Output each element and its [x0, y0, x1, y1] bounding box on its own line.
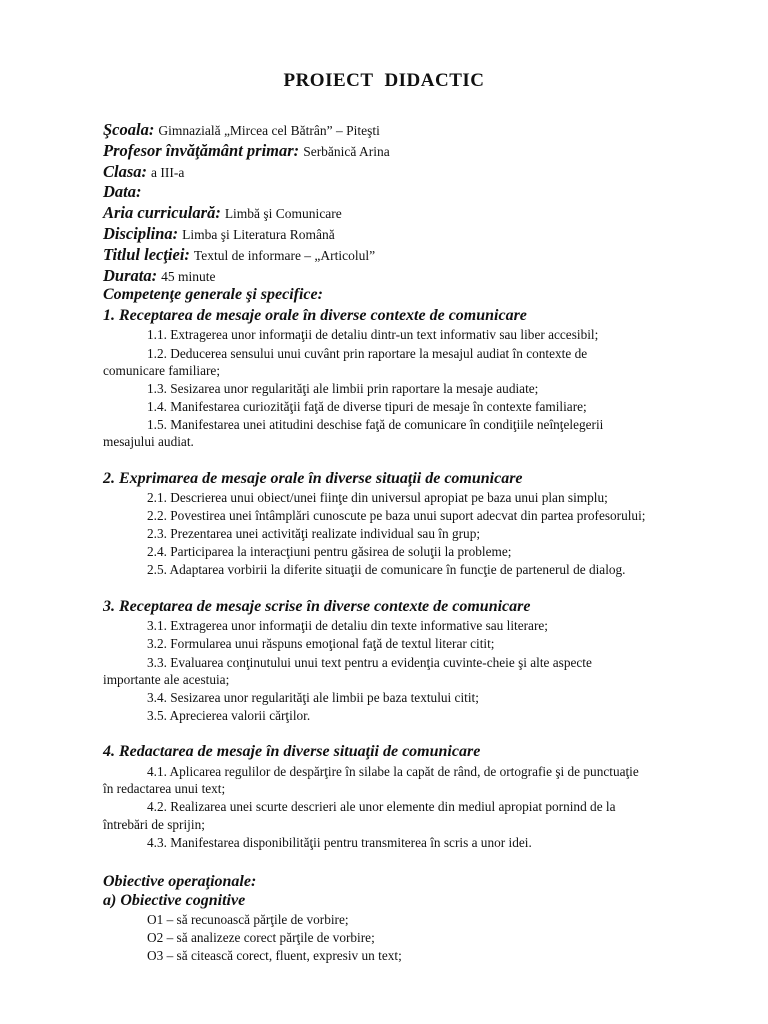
list-item: 2.1. Descrierea unui obiect/unei fiinţe din universul apropiat pe baza unui plan simplu;: [147, 490, 608, 505]
meta-date: Data:: [103, 182, 142, 202]
list-item: întrebări de sprijin;: [103, 817, 205, 832]
section-heading: 2. Exprimarea de mesaje orale în diverse situaţii de comunicare: [103, 470, 523, 487]
meta-duration: Durata: 45 minute: [103, 265, 216, 285]
objectives-subheading: a) Obiective cognitive: [103, 892, 246, 909]
list-item: 3.5. Aprecierea valorii cărţilor.: [147, 708, 311, 723]
page-title: PROIECT DIDACTIC: [283, 70, 485, 91]
list-item: 2.5. Adaptarea vorbirii la diferite situaţii de comunicare în funcţie de partenerul de dialog.: [147, 562, 626, 577]
section-heading: 3. Receptarea de mesaje scrise în diverse contexte de comunicare: [103, 598, 531, 615]
list-item: importante ale acestuia;: [103, 672, 230, 687]
competences-heading: Competenţe generale şi specifice:: [103, 286, 323, 303]
list-item: O1 – să recunoască părţile de vorbire;: [147, 912, 349, 927]
section-heading: 4. Redactarea de mesaje în diverse situaţii de comunicare: [103, 743, 481, 760]
meta-class: Clasa: a III-a: [103, 161, 185, 181]
list-item: 3.4. Sesizarea unor regularităţi ale limbii pe baza textului citit;: [147, 690, 479, 705]
meta-lesson-title: Titlul lecţiei: Textul de informare – „Articolul”: [103, 244, 376, 264]
list-item: 4.2. Realizarea unei scurte descrieri ale unor elemente din mediul apropiat pornind de la: [147, 799, 616, 814]
list-item: comunicare familiare;: [103, 363, 221, 378]
list-item: 3.1. Extragerea unor informaţii de detaliu din texte informative sau literare;: [147, 618, 548, 633]
section-heading: 1. Receptarea de mesaje orale în diverse contexte de comunicare: [103, 307, 527, 324]
list-item: 3.2. Formularea unui răspuns emoţional faţă de textul literar citit;: [147, 636, 495, 651]
list-item: O2 – să analizeze corect părţile de vorbire;: [147, 930, 375, 945]
list-item: 2.4. Participarea la interacţiuni pentru găsirea de soluţii la probleme;: [147, 544, 512, 559]
meta-curricular-area: Aria curriculară: Limbă şi Comunicare: [103, 203, 342, 223]
list-item: mesajului audiat.: [103, 434, 194, 449]
list-item: 2.2. Povestirea unei întâmplări cunoscute pe baza unui suport adecvat din partea profesorului;: [147, 508, 646, 523]
list-item: 1.5. Manifestarea unei atitudini deschise faţă de comunicare în condiţiile neînţelegerii: [147, 417, 604, 432]
list-item: 2.3. Prezentarea unei activităţi realizate individual sau în grup;: [147, 526, 481, 541]
list-item: 3.3. Evaluarea conţinutului unui text pentru a evidenţia cuvinte-cheie şi alte aspecte: [147, 655, 592, 670]
list-item: 1.3. Sesizarea unor regularităţi ale limbii prin raportare la mesaje audiate;: [147, 381, 539, 396]
list-item: 1.1. Extragerea unor informaţii de detaliu dintr-un text informativ sau liber accesibil;: [147, 327, 599, 342]
meta-school: Şcoala: Gimnazială „Mircea cel Bătrân” – Piteşti: [103, 120, 380, 139]
meta-teacher: Profesor învăţământ primar: Serbănică Arina: [103, 140, 390, 160]
list-item: în redactarea unui text;: [103, 781, 226, 796]
list-item: 4.1. Aplicarea regulilor de despărţire în silabe la capăt de rând, de ortografie şi de punctuaţie: [147, 764, 639, 779]
lesson-meta: [103, 120, 723, 286]
objectives-heading: Obiective operaţionale:: [103, 873, 257, 890]
list-item: O3 – să citească corect, fluent, expresiv un text;: [147, 948, 402, 963]
list-item: 4.3. Manifestarea disponibilităţii pentru transmiterea în scris a unor idei.: [147, 835, 532, 850]
list-item: 1.4. Manifestarea curiozităţii faţă de diverse tipuri de mesaje în contexte familiare;: [147, 399, 587, 414]
meta-discipline: Disciplina: Limba şi Literatura Română: [103, 223, 335, 243]
list-item: 1.2. Deducerea sensului unui cuvânt prin raportare la mesajul audiat în contexte de: [147, 346, 588, 361]
